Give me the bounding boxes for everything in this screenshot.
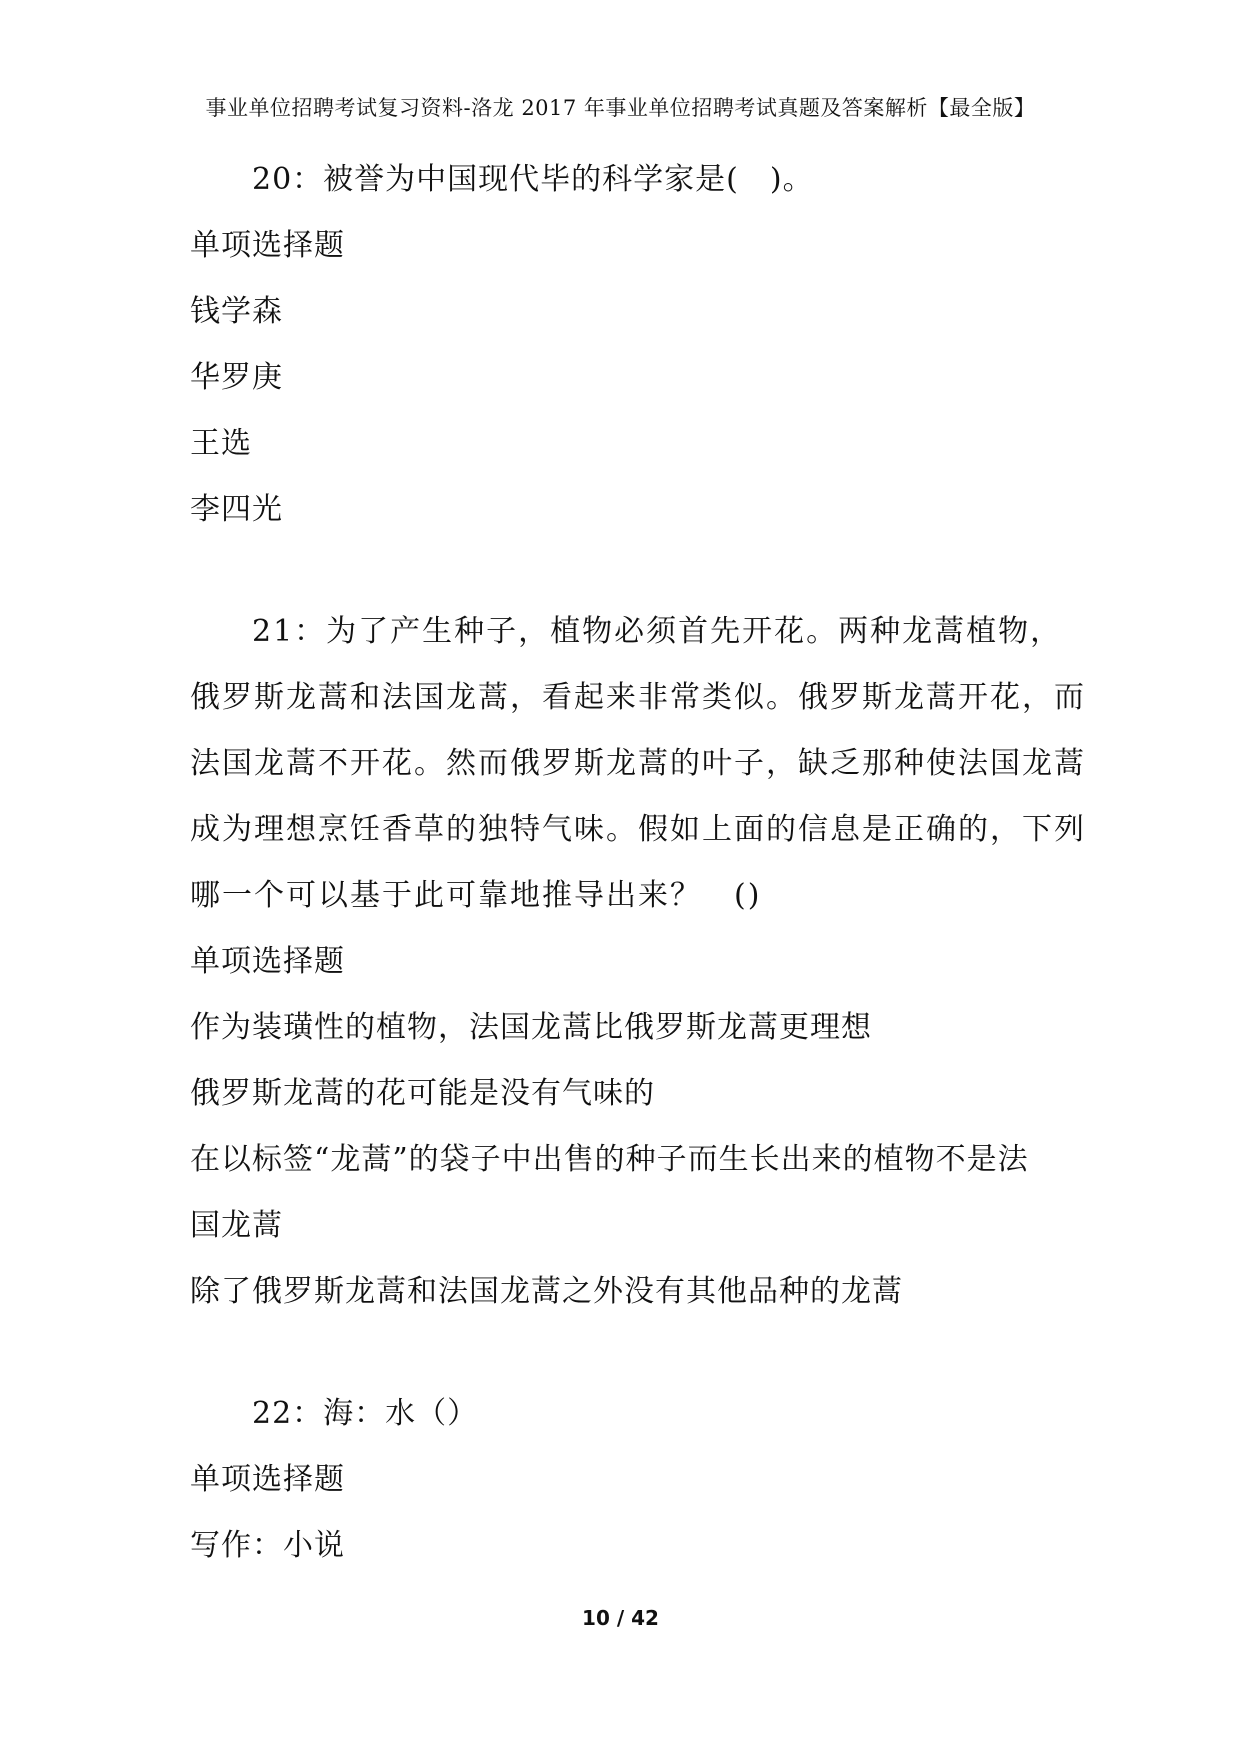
- question-22-text: 22：海：水（）: [252, 1396, 479, 1431]
- question-22-type: 单项选择题: [190, 1462, 345, 1497]
- question-21-option-a: 作为装璜性的植物，法国龙蒿比俄罗斯龙蒿更理想: [190, 1010, 872, 1045]
- question-21-line-2: 俄罗斯龙蒿和法国龙蒿，看起来非常类似。俄罗斯龙蒿开花，而: [190, 680, 1086, 715]
- question-21-text: [190, 599, 1086, 929]
- question-21-option-c-cont: 国龙蒿: [190, 1208, 283, 1243]
- question-21-line-1: 21：为了产生种子，植物必须首先开花。两种龙蒿植物，: [252, 614, 1063, 649]
- question-21-type: 单项选择题: [190, 944, 345, 979]
- document-body: [190, 162, 1086, 1594]
- question-22-option-a: 写作：小说: [190, 1528, 345, 1563]
- question-20-option-c: 王选: [190, 426, 252, 461]
- question-20-type: 单项选择题: [190, 228, 345, 263]
- question-21-option-d: 除了俄罗斯龙蒿和法国龙蒿之外没有其他品种的龙蒿: [190, 1274, 903, 1309]
- question-22: [190, 1396, 1060, 1564]
- question-20-option-d: 李四光: [190, 492, 283, 527]
- page-header: 事业单位招聘考试复习资料-洛龙 2017 年事业单位招聘考试真题及答案解析【最全版】: [205, 96, 1036, 120]
- question-21-option-c: 在以标签“龙蒿”的袋子中出售的种子而生长出来的植物不是法: [190, 1142, 1029, 1177]
- question-21-line-4: 成为理想烹饪香草的独特气味。假如上面的信息是正确的，下列: [190, 812, 1086, 847]
- page-number: 10 / 42: [582, 1606, 659, 1630]
- question-21-line-3: 法国龙蒿不开花。然而俄罗斯龙蒿的叶子，缺乏那种使法国龙蒿: [190, 746, 1086, 781]
- question-21: [190, 599, 1086, 1310]
- question-21-option-b: 俄罗斯龙蒿的花可能是没有气味的: [190, 1076, 655, 1111]
- question-20-option-a: 钱学森: [190, 294, 283, 329]
- question-20-option-b: 华罗庚: [190, 360, 283, 395]
- question-20-text: 20：被誉为中国现代毕的科学家是( )。: [252, 162, 814, 197]
- question-21-line-5: 哪一个可以基于此可靠地推导出来？ (): [190, 878, 762, 913]
- question-20: [190, 162, 1060, 528]
